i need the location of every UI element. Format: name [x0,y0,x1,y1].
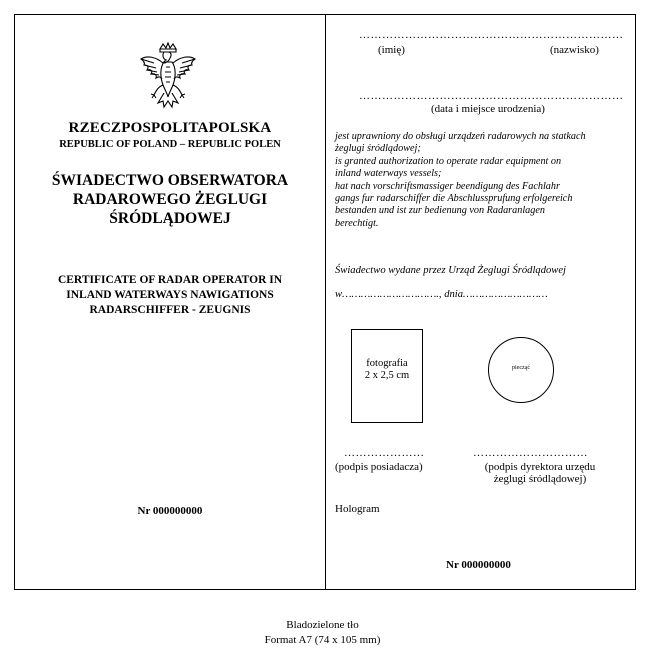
photo-caption-line: fotografia [366,358,408,369]
director-signature-label [475,461,605,485]
certificate-number: Nr 000000000 [137,505,203,517]
photo-box [351,329,423,423]
title-pl-line: ŚWIADECTWO OBSERWATORA [51,172,289,189]
authorization-line: hat nach vorschriftsmassiger beendigung des Fachlahr [335,180,560,192]
first-name-label: (imię) [378,44,405,56]
certificate-number-right: Nr 000000000 [446,559,511,571]
authorization-line: żeglugi śródlądowej; [335,143,421,155]
photo-caption-line: 2 x 2,5 cm [364,370,410,381]
director-label-line: żeglugi śródlądowej) [493,473,587,485]
right-panel [326,15,637,589]
title-pl-line: ŚRÓDLĄDOWEJ [109,210,231,227]
name-fill-line: …………………………………………………………… [359,29,624,41]
title-pl-line: RADAROWEGO ŻEGLUGI [72,191,268,208]
photo-caption [352,358,422,382]
director-label-line: (podpis dyrektora urzędu [484,461,596,473]
director-signature-line: ………………………… [473,447,588,459]
certificate-frame [14,14,636,590]
authorization-line: berechtigt. [335,217,379,229]
birth-label: (data i miejsce urodzenia) [431,103,545,115]
polish-eagle-emblem-icon [136,41,200,117]
footer-format-note: Format A7 (74 x 105 mm) [264,634,381,646]
birth-fill-line: …………………………………………………………… [359,90,624,102]
authorization-text [335,131,635,230]
certificate-title-en [15,273,325,318]
issued-place-date-line: w…………………………., dnia……………………… [335,289,548,300]
authorization-line: gangs fur radarschiffer die Abschlussprufung erfolgereich [335,193,573,205]
title-en-line: CERTIFICATE OF RADAR OPERATOR IN [57,274,283,286]
country-name-en: REPUBLIC OF POLAND – REPUBLIC POLEN [59,139,281,150]
left-panel [15,15,325,589]
title-en-line: RADARSCHIFFER - ZEUGNIS [89,304,251,316]
hologram-label: Hologram [335,503,380,515]
authorization-line: jest uprawniony do obsługi urządzeń radarowych na statkach [335,131,586,142]
title-en-line: INLAND WATERWAYS NAWIGATIONS [66,289,274,301]
issued-by-text: Świadectwo wydane przez Urząd Żeglugi Śródlądowej [335,265,566,276]
holder-signature-line: ………………… [344,447,425,459]
authorization-line: inland waterways vessels; [335,168,442,180]
holder-signature-label: (podpis posiadacza) [335,461,423,473]
surname-label: (nazwisko) [550,44,599,56]
authorization-line: bestanden und ist zur bedienung von Radaranlagen [335,205,545,217]
certificate-title-pl [15,171,325,228]
stamp-label: piecząć [512,365,530,371]
stamp-circle [488,337,554,403]
footer-background-note: Bladozielone tło [286,619,359,631]
authorization-line: is granted authorization to operate radar equipment on [335,155,562,167]
country-name-pl: RZECZPOSPOLITAPOLSKA [68,120,272,136]
